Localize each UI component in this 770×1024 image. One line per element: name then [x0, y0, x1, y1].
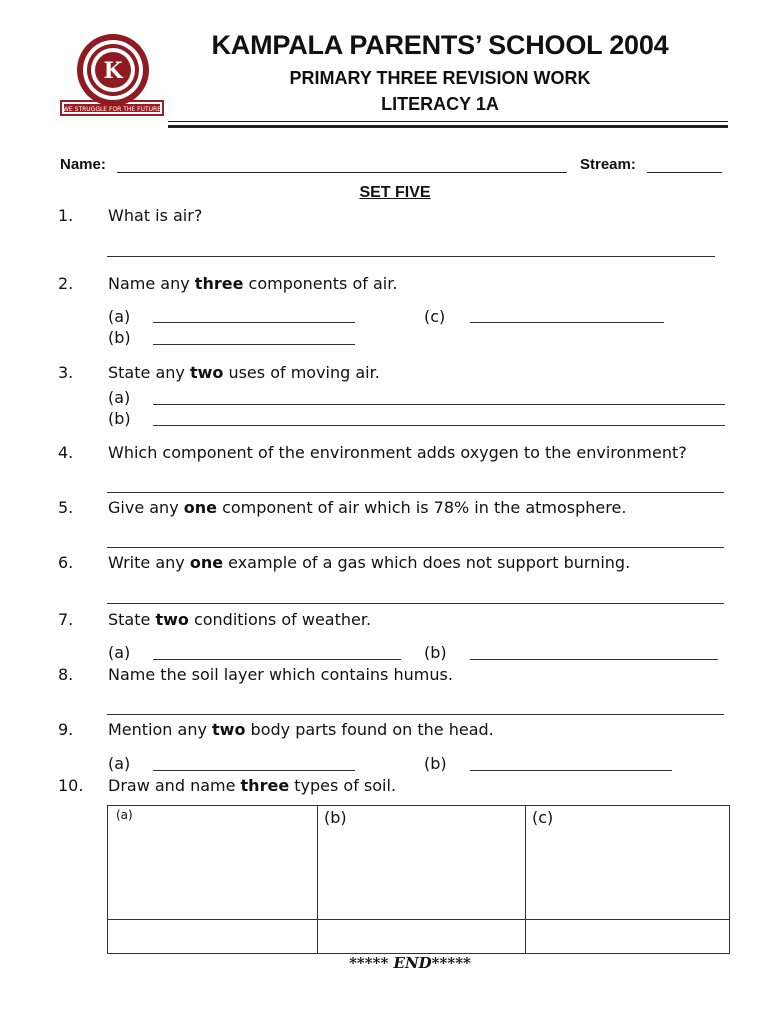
- answer-line[interactable]: [107, 256, 715, 257]
- question-number: 3.: [58, 363, 74, 382]
- question-number: 6.: [58, 553, 74, 572]
- worksheet-subtitle: PRIMARY THREE REVISION WORK: [289, 68, 591, 88]
- question-text: Write any one example of a gas which does not support burning.: [108, 553, 631, 572]
- subject-title: LITERACY 1A: [381, 94, 499, 114]
- table-header-cell[interactable]: (a): [108, 806, 318, 920]
- option-label: (a): [108, 388, 131, 407]
- answer-line[interactable]: [153, 770, 355, 771]
- answer-line[interactable]: [470, 322, 664, 323]
- question-number: 7.: [58, 610, 74, 629]
- school-title: KAMPALA PARENTS’ SCHOOL 2004: [211, 30, 669, 60]
- question-text: Give any one component of air which is 78% in the atmosphere.: [108, 498, 627, 517]
- name-input-line[interactable]: [117, 172, 567, 173]
- table-header-cell[interactable]: (c): [526, 806, 730, 920]
- answer-line[interactable]: [470, 770, 672, 771]
- table-name-cell[interactable]: [108, 920, 318, 954]
- question-text: Which component of the environment adds oxygen to the environment?: [108, 443, 687, 462]
- question-number: 1.: [58, 206, 74, 225]
- header-rule-thick: [168, 125, 728, 128]
- answer-line[interactable]: [107, 603, 724, 604]
- question-text: Name the soil layer which contains humus.: [108, 665, 453, 684]
- answer-line[interactable]: [153, 322, 355, 323]
- question-number: 5.: [58, 498, 74, 517]
- logo-letter: K: [103, 58, 123, 84]
- answer-line[interactable]: [153, 425, 725, 426]
- school-logo: [58, 30, 168, 122]
- option-label: (b): [108, 409, 131, 428]
- table-name-cell[interactable]: [318, 920, 526, 954]
- answer-line[interactable]: [153, 344, 355, 345]
- option-label: (c): [424, 307, 446, 326]
- end-marker: ***** END*****: [349, 954, 471, 972]
- question-text: Draw and name three types of soil.: [108, 776, 397, 795]
- table-name-cell[interactable]: [526, 920, 730, 954]
- option-label: (b): [424, 754, 447, 773]
- question-text: State two conditions of weather.: [108, 610, 372, 629]
- question-text: State any two uses of moving air.: [108, 363, 380, 382]
- question-number: 8.: [58, 665, 74, 684]
- answer-line[interactable]: [470, 659, 718, 660]
- question-number: 4.: [58, 443, 74, 462]
- question-text: Name any three components of air.: [108, 274, 398, 293]
- header-rule-thin: [168, 121, 728, 122]
- answer-line[interactable]: [107, 714, 724, 715]
- option-label: (a): [108, 643, 131, 662]
- option-label: (b): [424, 643, 447, 662]
- table-header-cell[interactable]: (b): [318, 806, 526, 920]
- question-text: What is air?: [108, 206, 203, 225]
- question-number: 10.: [58, 776, 84, 795]
- name-label: Name:: [60, 156, 106, 173]
- stream-label: Stream:: [580, 156, 636, 173]
- answer-line[interactable]: [107, 547, 724, 548]
- answer-line[interactable]: [153, 404, 725, 405]
- answer-line[interactable]: [107, 492, 724, 493]
- stream-input-line[interactable]: [647, 172, 722, 173]
- set-title: SET FIVE: [359, 184, 431, 201]
- question-number: 2.: [58, 274, 74, 293]
- question-text: Mention any two body parts found on the head.: [108, 720, 494, 739]
- option-label: (b): [108, 328, 131, 347]
- answer-line[interactable]: [153, 659, 401, 660]
- soil-drawing-table: [107, 805, 730, 954]
- question-number: 9.: [58, 720, 74, 739]
- logo-motto: WE STRUGGLE FOR THE FUTURE: [63, 106, 161, 113]
- option-label: (a): [108, 754, 131, 773]
- option-label: (a): [108, 307, 131, 326]
